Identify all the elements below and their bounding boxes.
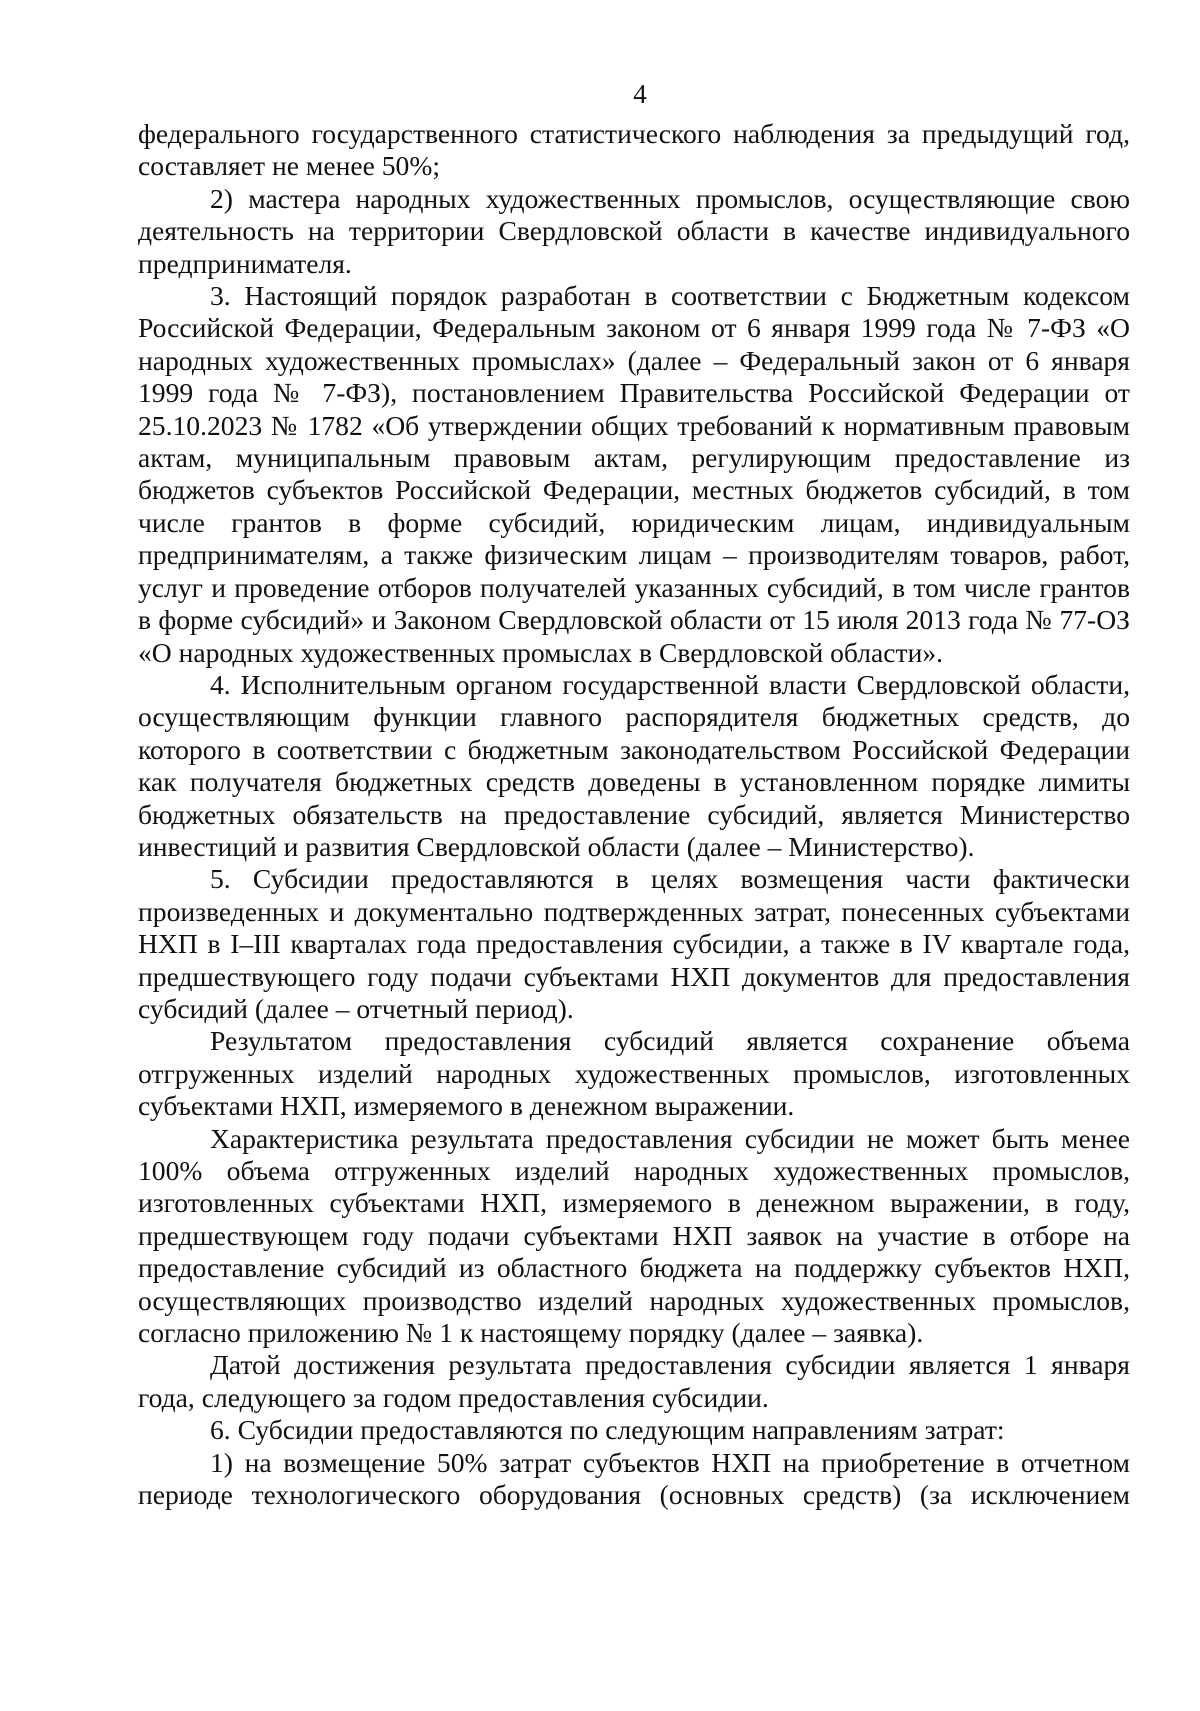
paragraph-item-2: 2) мастера народных художественных промыслов, осуществляющие свою деятельность на территории Свердловской области в качестве индивидуального предпринимателя.: [138, 182, 1130, 279]
paragraph-result-date: Датой достижения результата предоставления субсидии является 1 января года, следующего за годом предоставления субсидии.: [138, 1349, 1130, 1413]
paragraph-clause-6: 6. Субсидии предоставляются по следующим направлениям затрат:: [210, 1414, 1005, 1446]
paragraph-clause-3: 3. Настоящий порядок разработан в соответствии с Бюджетным кодексом Российской Федерации, Федеральным законом от 6 января 1999 года № 7-ФЗ «О народных художественных промыслах» (далее – Федеральный закон от 6 января 1999 года № 7-ФЗ), постановлением Правительства Российской Федерации от 25.10.2023 № 1782 «Об утверждении общих требований к нормативным правовым актам, муниципальным правовым актам, регулирующим предоставление из бюджетов субъектов Российской Федерации, местных бюджетов субсидий, в том числе грантов в форме субсидий, юридическим лицам, индивидуальным предпринимателям, а также физическим лицам – производителям товаров, работ, услуг и проведение отборов получателей указанных субсидий, в том числе грантов в форме субсидий» и Законом Свердловской области от 15 июля 2013 года № 77-ОЗ «О народных художественных промыслах в Свердловской области».: [138, 280, 1130, 668]
paragraph-clause-4: 4. Исполнительным органом государственной власти Свердловской области, осуществляющим функции главного распорядителя бюджетных средств, до которого в соответствии с бюджетным законодательством Российской Федерации как получателя бюджетных средств доведены в установленном порядке лимиты бюджетных обязательств на предоставление субсидий, является Министерство инвестиций и развития Свердловской области (далее – Министерство).: [138, 668, 1130, 862]
paragraph-result-characteristic: Характеристика результата предоставления субсидии не может быть менее 100% объема отгруженных изделий народных художественных промыслов, изготовленных субъектами НХП, измеряемого в денежном выражении, в году, предшествующем году подачи субъектами НХП заявок на участие в отборе на предоставление субсидий из областного бюджета на поддержку субъектов НХП, осуществляющих производство изделий народных художественных промыслов, согласно приложению № 1 к настоящему порядку (далее – заявка).: [138, 1122, 1130, 1349]
paragraph-continuation: федерального государственного статистического наблюдения за предыдущий год, составляет не менее 50%;: [138, 118, 1130, 182]
paragraph-clause-5: 5. Субсидии предоставляются в целях возмещения части фактически произведенных и документально подтвержденных затрат, понесенных субъектами НХП в I–III кварталах года предоставления субсидии, а также в IV квартале года, предшествующего году подачи субъектами НХП документов для предоставления субсидий (далее – отчетный период).: [138, 863, 1130, 1024]
paragraph-result: Результатом предоставления субсидий является сохранение объема отгруженных изделий народных художественных промыслов, изготовленных субъектами НХП, измеряемого в денежном выражении.: [138, 1025, 1130, 1122]
paragraph-clause-6-item-1: 1) на возмещение 50% затрат субъектов НХП на приобретение в отчетном периоде технологического оборудования (основных средств) (за исключением: [138, 1446, 1130, 1511]
document-body: [138, 118, 1130, 1511]
page-number: 4: [633, 79, 647, 109]
